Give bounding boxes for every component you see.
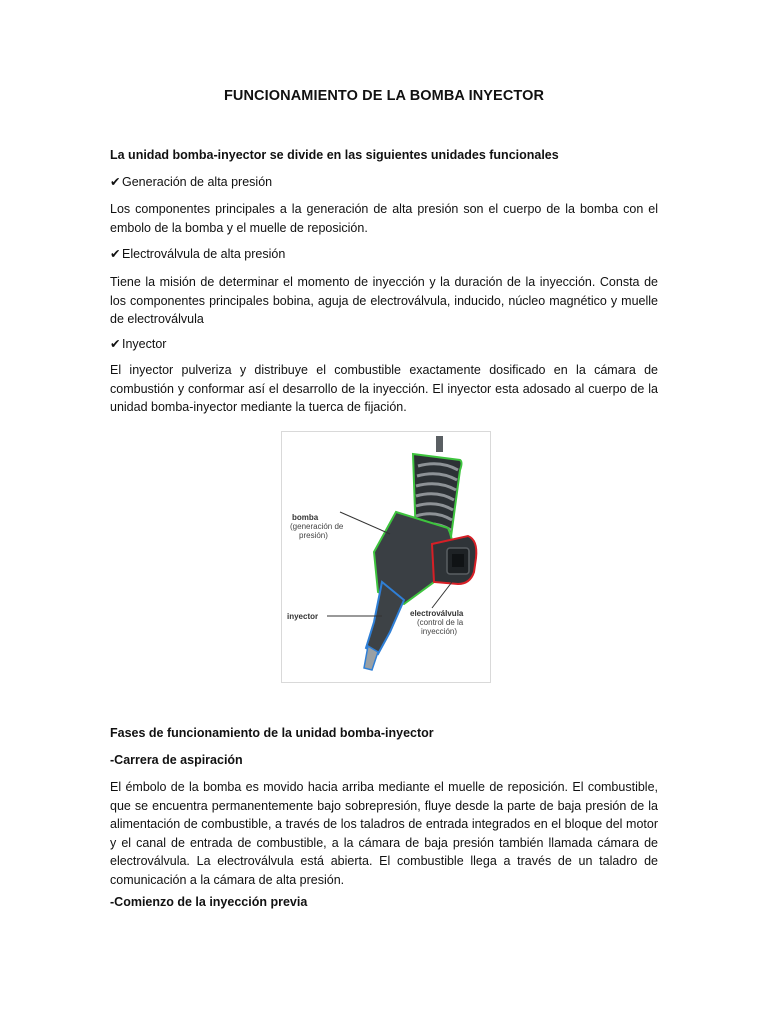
section-text: Tiene la misión de determinar el momento de inyección y la duración de la inyección. Consta de los componentes principales bobina, aguja de electroválvula, inducido, núcleo magnético y muelle de electroválvula bbox=[110, 275, 658, 326]
section-heading: Generación de alta presión bbox=[122, 175, 273, 189]
section-text: Los componentes principales a la generación de alta presión son el cuerpo de la bomba con el embolo de la bomba y el muelle de reposición. bbox=[110, 202, 658, 235]
pump-injector-illustration bbox=[282, 432, 490, 682]
phases-title: Fases de funcionamiento de la unidad bomba-inyector bbox=[110, 726, 434, 740]
label-bomba: bomba bbox=[292, 513, 319, 522]
section-generacion-body bbox=[110, 200, 658, 237]
label-electro-sub1: (control de la bbox=[417, 618, 464, 627]
phase1-heading: -Carrera de aspiración bbox=[110, 753, 243, 767]
label-electrovalvula: electroválvula bbox=[410, 609, 464, 618]
phase1-text: El émbolo de la bomba es movido hacia arriba mediante el muelle de reposición. El combustible, que se encuentra permanentemente bajo sobrepresión, fluye desde la parte de baja presión de la alimentación de combustible, a través de los taladros de entrada integrados en el bloque del motor y el canal de entrada de combustible, a la cámara de baja presión también llamada cámara de electroválvula. La electroválvula está abierta. El combustible llega a través de un taladro de comunicación a la cámara de alta presión. bbox=[110, 780, 658, 887]
section-text: El inyector pulveriza y distribuye el combustible exactamente dosificado en la cámara de combustión y conformar así el desarrollo de la inyección. El inyector esta adosado al cuerpo de la unidad bomba-inyector mediante la tuerca de fijación. bbox=[110, 363, 658, 414]
section-inyector bbox=[110, 335, 658, 354]
page-title: FUNCIONAMIENTO DE LA BOMBA INYECTOR bbox=[223, 88, 545, 104]
check-icon: ✔ bbox=[110, 337, 121, 351]
section-heading: Inyector bbox=[122, 337, 167, 351]
phases-title-block bbox=[110, 724, 658, 743]
pump-injector-figure bbox=[281, 431, 491, 683]
label-inyector: inyector bbox=[287, 612, 319, 621]
bomba-leader-line bbox=[340, 512, 390, 534]
intro-block bbox=[110, 146, 658, 165]
section-electrovalvula bbox=[110, 245, 658, 264]
section-generacion bbox=[110, 173, 658, 192]
section-heading: Electroválvula de alta presión bbox=[122, 247, 286, 261]
phase2-heading-block bbox=[110, 893, 658, 912]
section-inyector-body bbox=[110, 361, 658, 417]
label-bomba-sub2: presión) bbox=[299, 531, 328, 540]
phase1-heading-block bbox=[110, 751, 658, 770]
phase1-body bbox=[110, 778, 658, 889]
check-icon: ✔ bbox=[110, 175, 121, 189]
section-electrovalvula-body bbox=[110, 273, 658, 329]
label-electro-sub2: inyección) bbox=[421, 627, 458, 636]
check-icon: ✔ bbox=[110, 247, 121, 261]
electro-leader-line bbox=[432, 582, 452, 608]
connector-socket bbox=[452, 554, 464, 567]
top-pin bbox=[436, 436, 443, 452]
intro-text: La unidad bomba-inyector se divide en las siguientes unidades funcionales bbox=[110, 148, 559, 162]
label-bomba-sub1: (generación de bbox=[290, 522, 344, 531]
phase2-heading: -Comienzo de la inyección previa bbox=[110, 895, 308, 909]
